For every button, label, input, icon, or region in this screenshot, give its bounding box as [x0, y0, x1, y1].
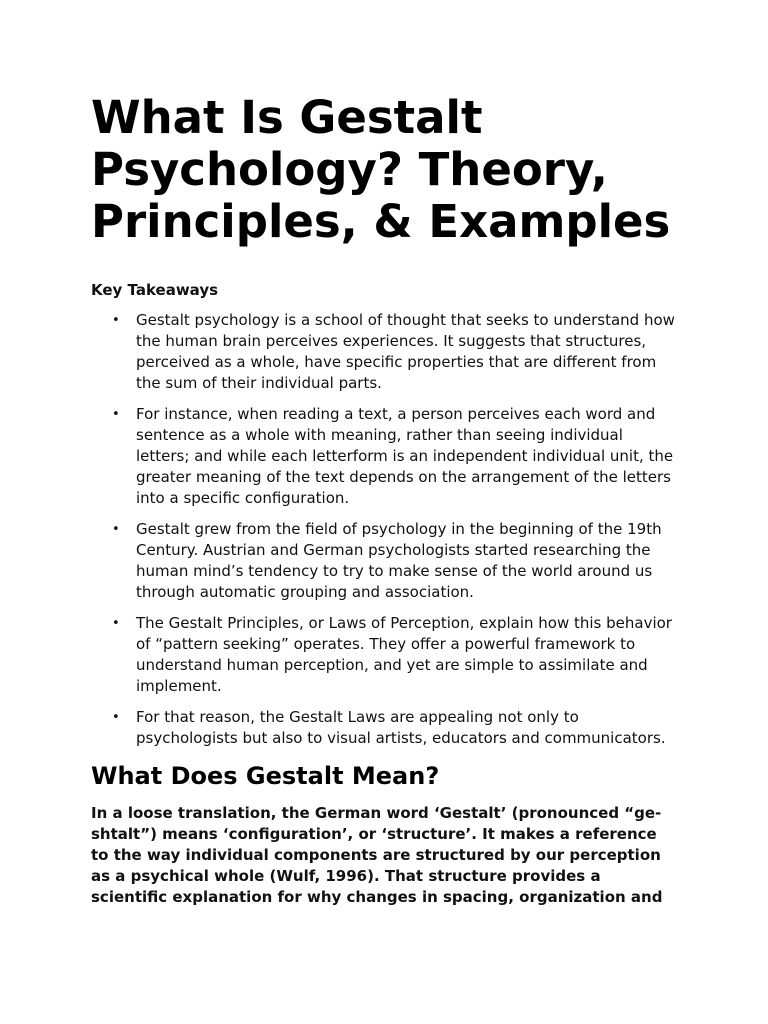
list-item: [112, 404, 678, 509]
bullet-icon: •: [112, 710, 120, 725]
takeaway-text: The Gestalt Principles, or Laws of Perception, explain how this behavior of “pattern seeking” operates. They offer a powerful framework to understand human perception, and yet are simple to assimilate and implement.: [136, 614, 672, 695]
list-item: [112, 519, 678, 603]
takeaway-text: Gestalt psychology is a school of thought that seeks to understand how the human brain perceives experiences. It suggests that structures, perceived as a whole, have specific properties that are different from the sum of their individual parts.: [136, 311, 675, 392]
takeaway-text: For instance, when reading a text, a person perceives each word and sentence as a whole with meaning, rather than seeing individual letters; and while each letterform is an independent individual unit, the greater meaning of the text depends on the arrangement of the letters into a specific configuration.: [136, 405, 674, 507]
key-takeaways-heading: Key Takeaways: [91, 281, 219, 299]
section-heading: What Does Gestalt Mean?: [91, 762, 440, 790]
list-item: [112, 310, 678, 394]
key-takeaways-list: [91, 310, 678, 749]
list-item: [112, 707, 678, 749]
bullet-icon: •: [112, 313, 120, 328]
page-title: What Is Gestalt Psychology? Theory, Principles, & Examples: [91, 91, 671, 248]
bullet-icon: •: [112, 407, 120, 422]
bullet-icon: •: [112, 522, 120, 537]
section-intro-paragraph: In a loose translation, the German word ‘Gestalt’ (pronounced “ge-shtalt”) means ‘configuration’, or ‘structure’. It makes a reference to the way individual components are structured by our perception as a psychical whole (Wulf, 1996). That structure provides a scientific explanation for why changes in spacing, organization and: [91, 804, 663, 906]
takeaway-text: For that reason, the Gestalt Laws are appealing not only to psychologists but also to visual artists, educators and communicators.: [136, 708, 666, 747]
takeaway-text: Gestalt grew from the field of psychology in the beginning of the 19th Century. Austrian and German psychologists started researching the human mind’s tendency to try to make sense of the world around us through automatic grouping and association.: [136, 520, 662, 601]
list-item: [112, 613, 678, 697]
bullet-icon: •: [112, 616, 120, 631]
